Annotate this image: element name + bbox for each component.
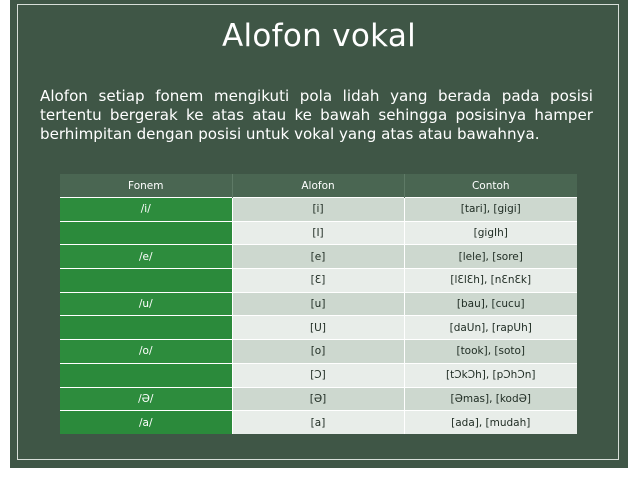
- allophone-table: [60, 174, 577, 434]
- cell-fonem: /o/: [60, 340, 232, 364]
- table-row: [60, 221, 577, 245]
- table-header-row: [60, 174, 577, 198]
- cell-alofon: [i]: [232, 198, 404, 222]
- cell-alofon: [a]: [232, 411, 404, 434]
- cell-contoh: [Әmas], [kodӘ]: [404, 387, 577, 411]
- cell-contoh: [tari], [gigi]: [404, 198, 577, 222]
- cell-alofon: [Ͻ]: [232, 363, 404, 387]
- slide-title: Alofon vokal: [221, 18, 417, 54]
- cell-alofon: [Ɛ]: [232, 269, 404, 293]
- cell-fonem: [60, 221, 232, 245]
- header-alofon: Alofon: [232, 174, 404, 198]
- cell-contoh: [ada], [mudah]: [404, 411, 577, 434]
- table-row: [60, 363, 577, 387]
- table-row: [60, 316, 577, 340]
- table-row: [60, 340, 577, 364]
- cell-contoh: [tϽkϽh], [pϽhϽn]: [404, 363, 577, 387]
- table-row: [60, 198, 577, 222]
- table-row: [60, 269, 577, 293]
- slide-paragraph: Alofon setiap fonem mengikuti pola lidah yang berada pada posisi tertentu bergerak ke atas atau ke bawah sehingga posisinya hamper berhimpitan dengan posisi untuk vokal yang atas atau bawahnya.: [40, 87, 593, 143]
- cell-fonem: /e/: [60, 245, 232, 269]
- table-row: [60, 411, 577, 434]
- cell-contoh: [lƐlƐh], [nƐnƐk]: [404, 269, 577, 293]
- table-row: [60, 245, 577, 269]
- table-row: [60, 292, 577, 316]
- cell-contoh: [daUn], [rapUh]: [404, 316, 577, 340]
- cell-fonem: [60, 269, 232, 293]
- cell-alofon: [I]: [232, 221, 404, 245]
- table-row: [60, 387, 577, 411]
- cell-alofon: [U]: [232, 316, 404, 340]
- cell-fonem: /a/: [60, 411, 232, 434]
- cell-contoh: [took], [soto]: [404, 340, 577, 364]
- cell-fonem: /i/: [60, 198, 232, 222]
- cell-fonem: [60, 363, 232, 387]
- cell-fonem: /u/: [60, 292, 232, 316]
- header-fonem: Fonem: [60, 174, 232, 198]
- cell-alofon: [Ә]: [232, 387, 404, 411]
- cell-contoh: [lele], [sore]: [404, 245, 577, 269]
- cell-fonem: /Ә/: [60, 387, 232, 411]
- cell-alofon: [e]: [232, 245, 404, 269]
- cell-alofon: [u]: [232, 292, 404, 316]
- cell-contoh: [gigIh]: [404, 221, 577, 245]
- cell-fonem: [60, 316, 232, 340]
- cell-alofon: [o]: [232, 340, 404, 364]
- header-contoh: Contoh: [404, 174, 577, 198]
- slide: [10, 0, 628, 468]
- cell-contoh: [bau], [cucu]: [404, 292, 577, 316]
